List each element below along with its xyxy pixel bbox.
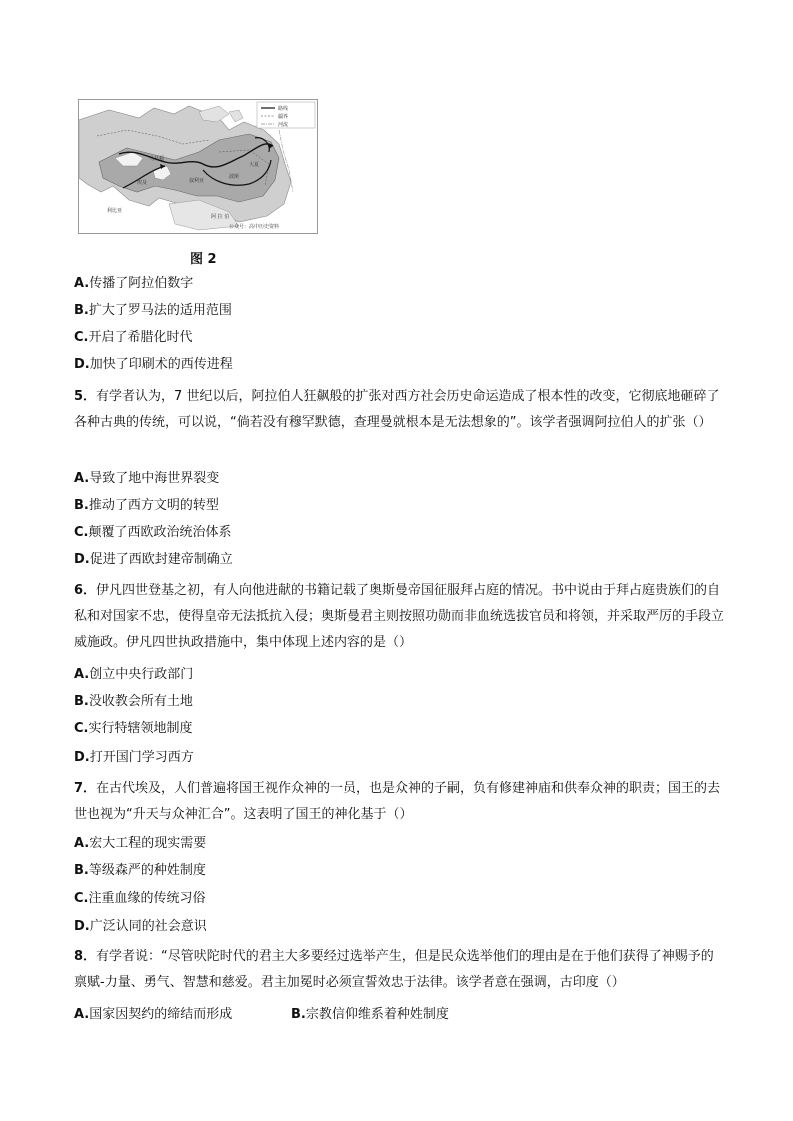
option-text: 创立中央行政部门 [89,667,194,682]
svg-text:大夏: 大夏 [249,162,260,168]
question-8-stem [74,944,724,996]
option-text: 开启了希腊化时代 [88,330,193,345]
q5-option-b[interactable] [74,497,219,515]
svg-text:利比亚: 利比亚 [107,208,123,214]
option-key: B. [74,303,89,318]
q7-option-a[interactable] [74,835,206,853]
option-key: D. [74,552,90,567]
option-key: A. [74,1007,90,1022]
q8-option-b[interactable] [291,1006,449,1024]
question-number: 6． [74,583,97,598]
q7-option-b[interactable] [74,862,206,880]
question-5-stem [74,384,724,436]
option-key: D. [74,357,90,372]
option-text: 加快了印刷术的西传进程 [89,357,233,372]
option-text: 宗教信仰维系着种姓制度 [305,1007,449,1022]
q6-option-b[interactable] [74,693,193,711]
question-text: 伊凡四世登基之初，有人向他进献的书籍记载了奥斯曼帝国征服拜占庭的情况。书中说由于拜占庭贵族们的自私和对国家不忠，使得皇帝无法抵抗入侵；奥斯曼君主则按照功勋而非血统选拔官员和将领，并采取严厉的手段立威施政。伊凡四世执政措施中，集中体现上述内容的是（） [74,583,725,650]
option-key: B. [74,694,89,709]
q6-option-a[interactable] [74,666,193,684]
option-text: 推动了西方文明的转型 [88,498,219,513]
option-text: 宏大工程的现实需要 [89,836,207,851]
option-key: B. [291,1007,306,1022]
question-6-stem [74,578,724,656]
q4-option-c[interactable] [74,329,193,347]
option-key: A. [74,836,90,851]
question-number: 5． [74,389,97,404]
figure-caption: 图 2 [190,252,217,267]
svg-text:埃及: 埃及 [137,180,148,186]
q6-option-d[interactable] [74,749,194,767]
legend-border: 疆界 [278,114,289,120]
option-text: 注重血缘的传统习俗 [88,891,206,906]
question-number: 7． [74,781,97,796]
option-text: 促进了西欧封建帝制确立 [89,552,233,567]
q8-option-a[interactable] [74,1006,232,1024]
option-key: C. [74,891,89,906]
q7-option-d[interactable] [74,918,207,936]
question-text: 在古代埃及，人们普遍将国王视作众神的一员，也是众神的子嗣，负有修建神庙和供奉众神的职责；国王的去世也视为“升天与众神汇合”。这表明了国王的神化基于（） [74,781,721,822]
svg-text:叙利亚: 叙利亚 [189,178,205,184]
q4-option-a[interactable] [74,275,193,293]
option-text: 没收教会所有土地 [88,694,193,709]
option-key: C. [74,525,89,540]
q5-option-d[interactable] [74,551,233,569]
option-key: C. [74,330,89,345]
q5-option-a[interactable] [74,470,219,488]
q4-option-b[interactable] [74,302,232,320]
option-key: B. [74,863,89,878]
option-key: A. [74,667,90,682]
option-text: 等级森严的种姓制度 [88,863,206,878]
q6-option-c[interactable] [74,720,193,738]
option-key: D. [74,919,90,934]
svg-text:马其顿: 马其顿 [149,156,165,162]
question-text: 有学者说：“尽管吠陀时代的君主大多要经过选举产生，但是民众选举他们的理由是在于他们获得了神赐予的禀赋-力量、勇气、智慧和慈爱。君主加冕时必须宣誓效忠于法律。该学者意在强调，古印度（） [74,949,714,990]
map-legend [257,102,315,128]
question-7-stem [74,776,724,828]
option-text: 打开国门学习西方 [89,750,194,765]
option-key: D. [74,750,90,765]
option-key: A. [74,471,90,486]
question-text: 有学者认为，7 世纪以后，阿拉伯人狂飙般的扩张对西方社会历史命运造成了根本性的改变，它彻底地砸碎了各种古典的传统，可以说，“倘若没有穆罕默德，查理曼就根本是无法想象的”。该学者强调阿拉伯人的扩张（） [74,389,720,430]
map-watermark: 公众号：高中历史资料 [229,224,280,230]
option-text: 实行特辖领地制度 [88,721,193,736]
option-text: 颠覆了西欧政治统治体系 [88,525,232,540]
route-map-figure [78,99,318,234]
question-number: 8． [74,949,97,964]
option-key: C. [74,721,89,736]
map-label-arabia: 阿 拉 伯 [211,214,230,220]
q5-option-c[interactable] [74,524,232,542]
option-key: B. [74,498,89,513]
legend-river: 河流 [278,122,289,128]
q4-option-d[interactable] [74,356,233,374]
option-text: 传播了阿拉伯数字 [89,276,194,291]
q7-option-c[interactable] [74,890,206,908]
option-text: 导致了地中海世界裂变 [89,471,220,486]
map-graphic [79,100,317,233]
svg-text:波斯: 波斯 [229,174,240,180]
option-text: 国家因契约的缔结而形成 [89,1007,233,1022]
option-key: A. [74,276,90,291]
option-text: 广泛认同的社会意识 [89,919,207,934]
legend-route: 路线 [278,106,289,112]
option-text: 扩大了罗马法的适用范围 [88,303,232,318]
